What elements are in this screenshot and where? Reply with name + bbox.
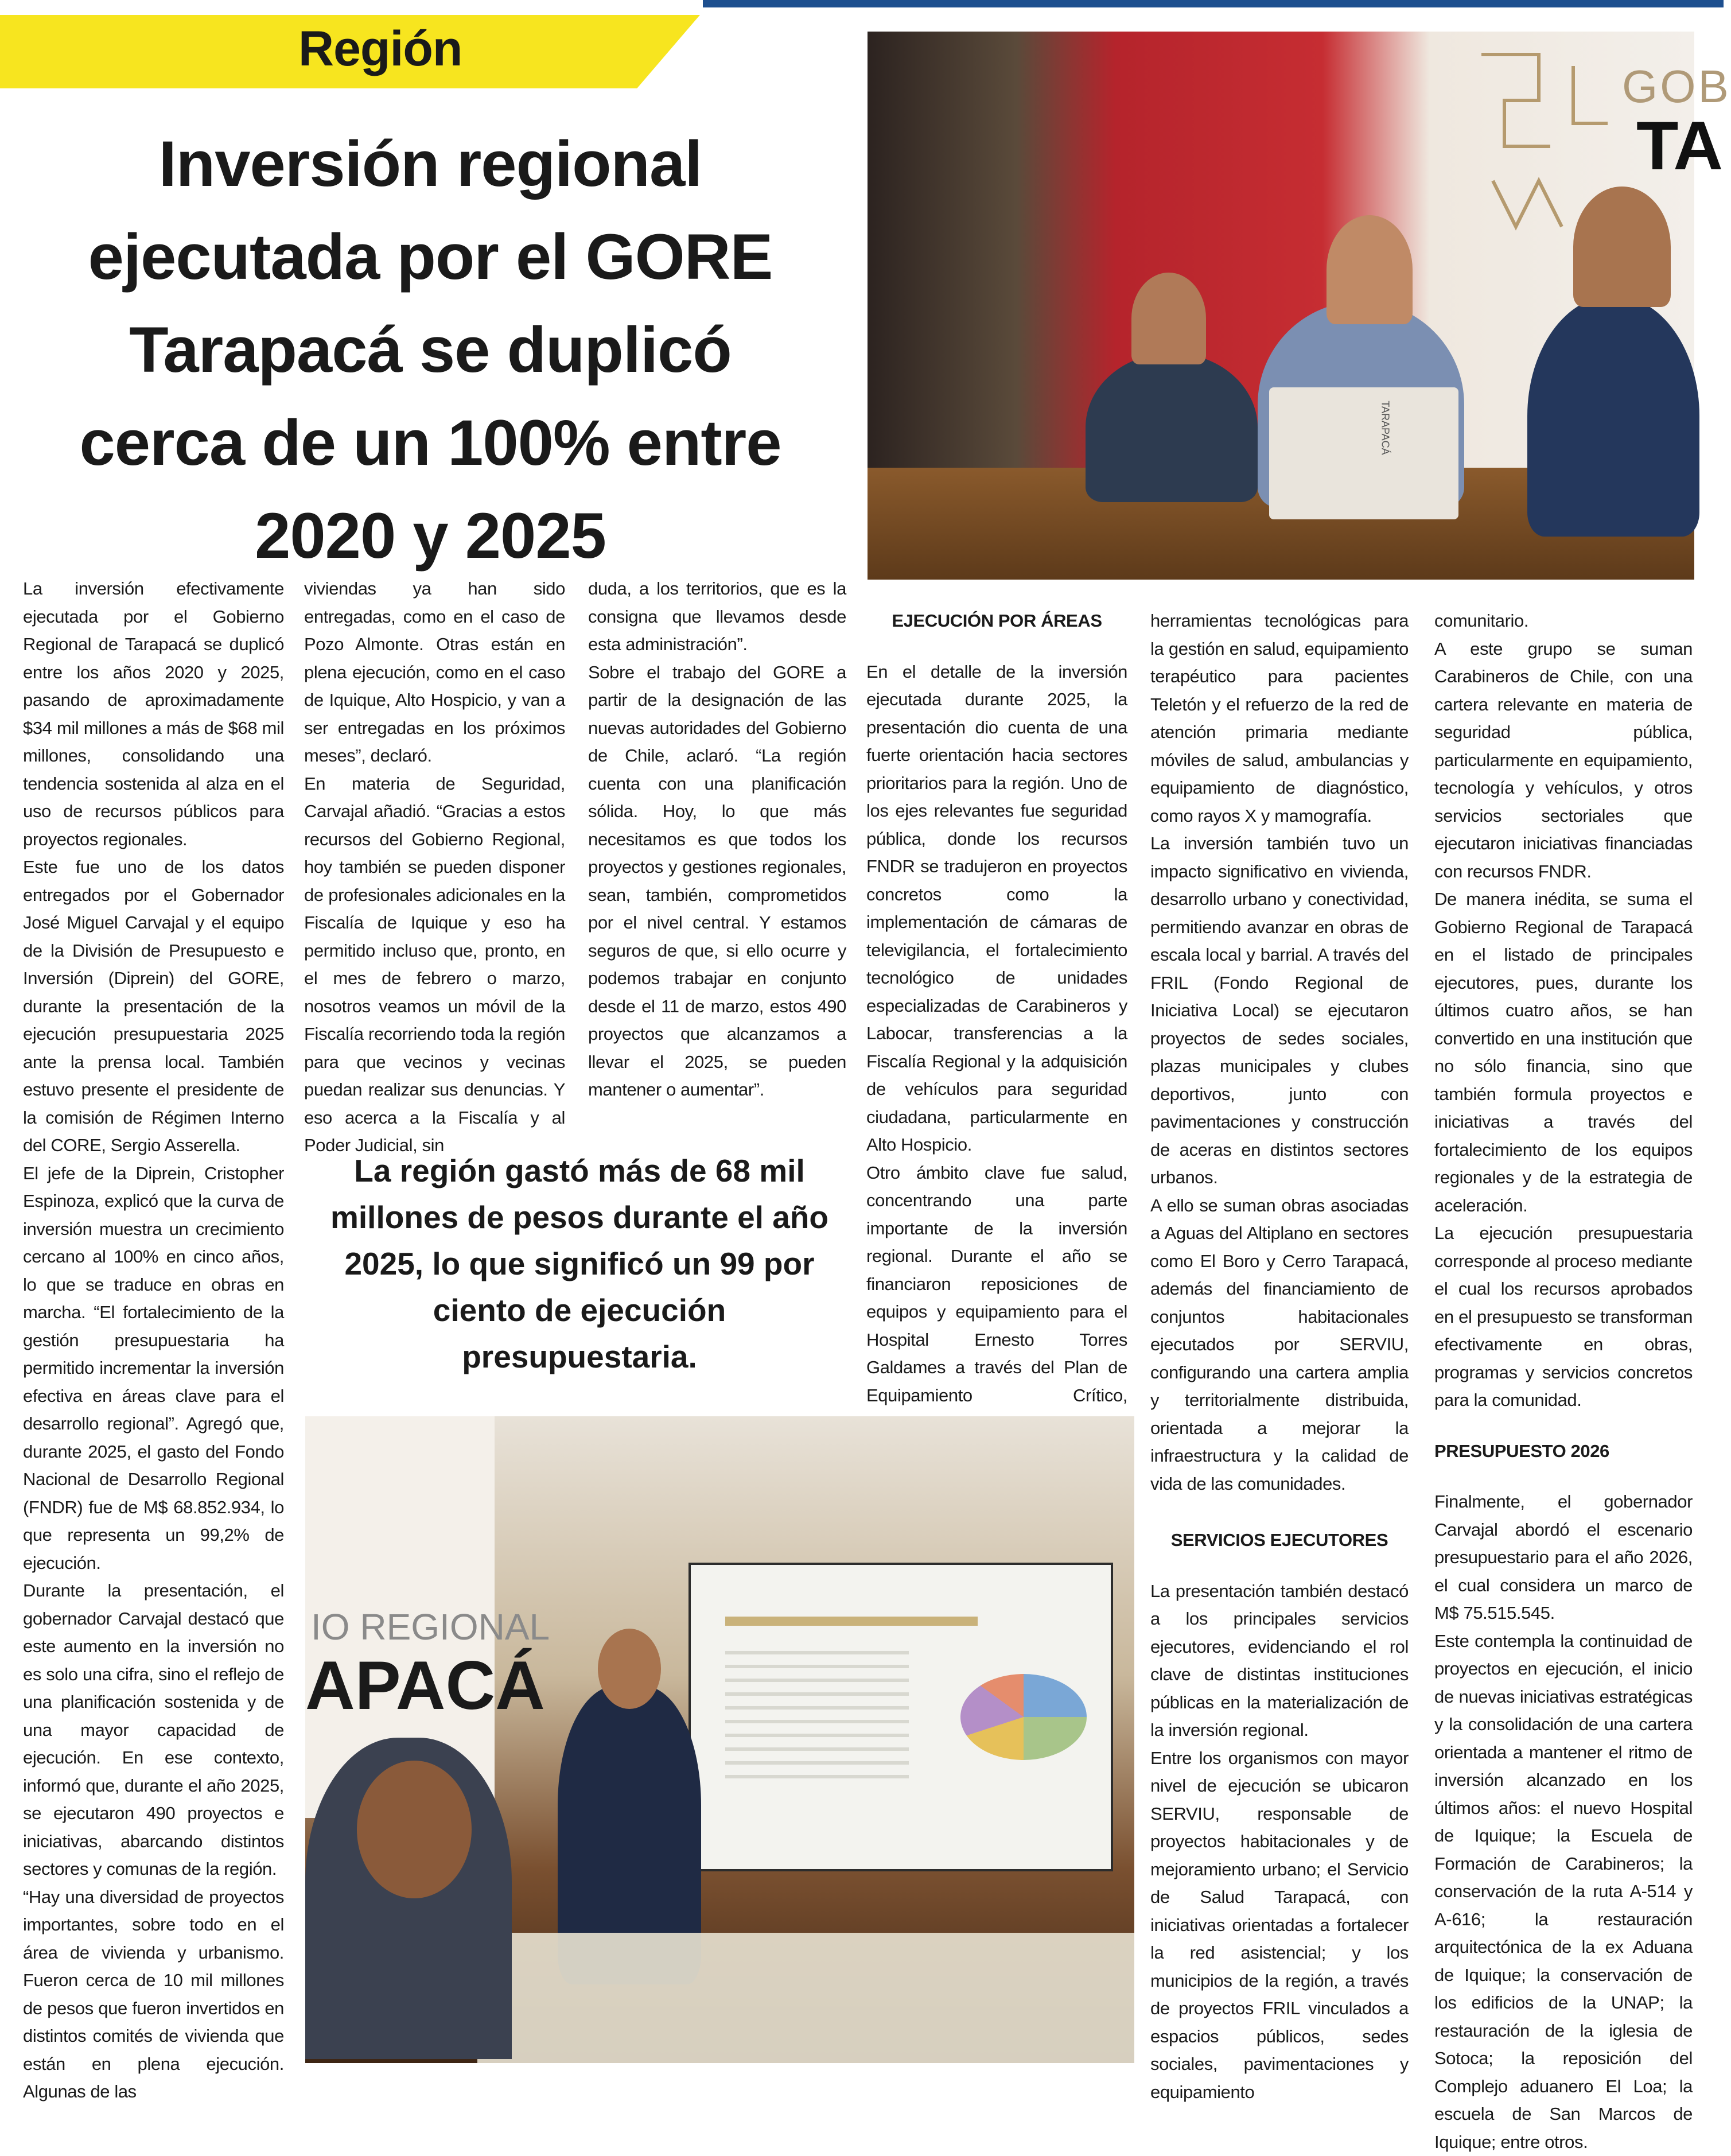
article-column-3 [588, 575, 846, 1104]
banner-text-2: APACÁ [305, 1646, 545, 1725]
paragraph: Durante la presentación, el gobernador Carvajal destacó que este aumento en la inversión no es solo una cifra, sino el reflejo de una planificación sostenida y de una mayor capacidad de ejecución. En ese contexto, informó que, durante el año 2025, se ejecutaron 490 proyectos e iniciativas, abarcando distintos sectores y comunas de la región. [23, 1577, 284, 1883]
paragraph: En el detalle de la inversión ejecutada durante 2025, la presentación dio cuenta de una fuerte orientación hacia sectores prioritarios para la región. Uno de los ejes relevantes fue seguridad pública, donde los recursos FNDR se tradujeron en proyectos concretos como la implementación de cámaras de televigilancia, el fortalecimiento tecnológico de unidades especializadas de Carabineros y Labocar, transferencias a la Fiscalía Regional y la adquisición de vehículos para seguridad ciudadana, particularmente en Alto Hospicio. [866, 658, 1127, 1159]
photo-presentation [305, 1416, 1134, 2063]
article-column-6 [1434, 607, 1693, 2156]
article-column-4 [866, 607, 1127, 1465]
section-label: Región [298, 21, 462, 77]
banner-text-1: IO REGIONAL [311, 1606, 550, 1648]
person-right-head [1573, 187, 1671, 307]
pull-quote: La región gastó más de 68 mil millones de pesos durante el año 2025, lo que significó un 99 por ciento de ejecución presupuestaria. [321, 1148, 838, 1380]
wall-text-big: TA [1636, 106, 1723, 185]
headline-line: Tarapacá se duplicó [40, 304, 820, 397]
paragraph: En materia de Seguridad, Carvajal añadió. “Gracias a estos recursos del Gobierno Regional, hoy también se pueden disponer de profesionales adicionales en la Fiscalía de Iquique y eso ha permitido incluso que, pronto, en el mes de febrero o marzo, nosotros veamos un móvil de la Fiscalía recorriendo toda la región para que vecinos y vecinas puedan realizar sus denuncias. Y eso acerca a la Fiscalía y al Poder Judicial, sin [304, 770, 565, 1160]
headline [40, 118, 820, 582]
subheading-ejecucion: EJECUCIÓN POR ÁREAS [866, 607, 1127, 635]
article-column-1 [23, 575, 284, 2106]
article-column-2 [304, 575, 565, 1160]
audience-member-head [357, 1761, 472, 1898]
paragraph: La inversión también tuvo un impacto significativo en vivienda, desarrollo urbano y conectividad, permitiendo avanzar en obras de escala local y barrial. A través del FRIL (Fondo Regional de Iniciativa Local) se ejecutaron proyectos de sedes sociales, plazas municipales y clubes deportivos, junto con pavimentaciones y construcción de aceras en distintos sectores urbanos. [1150, 830, 1409, 1192]
paragraph: A este grupo se suman Carabineros de Chile, con una cartera relevante en materia de seguridad pública, particularmente en equipamiento, tecnología y vehículos, y otros servicios sectoriales que ejecutaron iniciativas financiadas con recursos FNDR. [1434, 635, 1693, 886]
laptop [1269, 387, 1458, 519]
paragraph: De manera inédita, se suma el Gobierno Regional de Tarapacá en el listado de principales ejecutores, pues, durante los últimos cuatro años, se han convertido en una institución que no sólo financia, sino que también formula proyectos e iniciativas a través del fortalecimiento de los equipos regionales y de la estrategia de aceleración. [1434, 885, 1693, 1219]
slide-table [725, 1651, 909, 1783]
article-column-5 [1150, 607, 1409, 2106]
headline-line: Inversión regional [40, 118, 820, 211]
headline-line: cerca de un 100% entre [40, 397, 820, 490]
person-center-head [1327, 215, 1413, 324]
paragraph: Finalmente, el gobernador Carvajal abordó el escenario presupuestario para el año 2026, el cual considera un marco de M$ 75.515.545. [1434, 1488, 1693, 1627]
top-accent-bar [703, 0, 1724, 7]
paragraph: La presentación también destacó a los principales servicios ejecutores, evidenciando el rol clave de distintas instituciones públicas en la materialización de la inversión regional. [1150, 1578, 1409, 1745]
paragraph: A ello se suman obras asociadas a Aguas del Altiplano en sectores como El Boro y Cerro Tarapacá, además del financiamiento de conjuntos habitacionales ejecutados por SERVIU, configurando una cartera amplia y territorialmente distribuida, orientada a mejorar la infraestructura y la calidad de vida de las comunidades. [1150, 1192, 1409, 1498]
paragraph: comunitario. [1434, 607, 1693, 635]
slide-title-bar [725, 1617, 978, 1626]
paragraph: Otro ámbito clave fue salud, concentrando una parte importante de la inversión regional. Durante el año se financiaron reposiciones de equipos y equipamiento para el Hospital Ernesto Torres Galdames a través del Plan de Equipamiento Crítico, [866, 1159, 1127, 1466]
paragraph: El jefe de la Diprein, Cristopher Espinoza, explicó que la curva de inversión muestra un crecimiento cercano al 100% en cinco años, lo que se traduce en obras en marcha. “El fortalecimiento de la gestión presupuestaria ha permitido incrementar la inversión efectiva en áreas clave para el desarrollo regional”. Agregó que, durante 2025, el gasto del Fondo Nacional de Desarrollo Regional (FNDR) fue de M$ 68.852.934, lo que representa un 99,2% de ejecución. [23, 1160, 284, 1578]
paragraph: Este fue uno de los datos entregados por el Gobernador José Miguel Carvajal y el equipo de la División de Presupuesto e Inversión (Diprein) del GORE, durante la presentación de la ejecución presupuestaria 2025 ante la prensa local. También estuvo presente el presidente de la comisión de Régimen Interno del CORE, Sergio Asserella. [23, 853, 284, 1160]
person-left [1086, 353, 1258, 502]
headline-line: ejecutada por el GORE [40, 211, 820, 304]
audience-tables [477, 1933, 1134, 2063]
laptop-label: TARAPACÁ [1379, 401, 1391, 454]
photo-press-conference [868, 32, 1694, 580]
paragraph: Este contempla la continuidad de proyectos en ejecución, el inicio de nuevas iniciativas estratégicas y la consolidación de una cartera orientada a mantener el ritmo de inversión alcanzado en los últimos años: el nuevo Hospital de Iquique; la Escuela de Formación de Carabineros; la conservación de la ruta A-514 y A-616; la restauración arquitectónica de la ex Aduana de Iquique; la conservación de los edificios de la UNAP; la restauración de la iglesia de Sotoca; la reposición del Complejo aduanero El Loa; la escuela de San Marcos de Iquique; entre otros. [1434, 1627, 1693, 2156]
paragraph: “Hay una diversidad de proyectos importantes, sobre todo en el área de vivienda y urbanismo. Fueron cerca de 10 mil millones de pesos que fueron invertidos en distintos comités de vivienda que están en plena ejecución. Algunas de las [23, 1883, 284, 2106]
slide-pie-chart [960, 1674, 1087, 1760]
person-right [1527, 296, 1699, 537]
subheading-presupuesto: PRESUPUESTO 2026 [1434, 1438, 1693, 1466]
subheading-servicios: SERVICIOS EJECUTORES [1150, 1526, 1409, 1555]
person-left-head [1131, 273, 1206, 364]
paragraph: herramientas tecnológicas para la gestión en salud, equipamiento terapéutico para pacientes Teletón y el refuerzo de la red de atención primaria mediante móviles de salud, ambulancias y equipamiento de diagnóstico, como rayos X y mamografía. [1150, 607, 1409, 830]
presenter-head [598, 1629, 661, 1709]
paragraph: duda, a los territorios, que es la consigna que llevamos desde esta administración”. [588, 575, 846, 659]
wall-text: GOB [1622, 60, 1731, 113]
paragraph: Entre los organismos con mayor nivel de ejecución se ubicaron SERVIU, responsable de proyectos habitacionales y de mejoramiento urbano; el Servicio de Salud Tarapacá, con iniciativas orientadas a fortalecer la red asistencial; y los municipios de la región, a través de proyectos FRIL vinculados a espacios públicos, sedes sociales, pavimentaciones y equipamiento [1150, 1745, 1409, 2107]
paragraph: La ejecución presupuestaria corresponde al proceso mediante el cual los recursos aprobados en el presupuesto se transforman efectivamente en obras, programas y servicios concretos para la comunidad. [1434, 1219, 1693, 1415]
paragraph: viviendas ya han sido entregadas, como en el caso de Pozo Almonte. Otras están en plena ejecución, como en el caso de Iquique, Alto Hospicio, y van a ser entregadas en los próximos meses”, declaró. [304, 575, 565, 770]
headline-line: 2020 y 2025 [40, 490, 820, 582]
paragraph: La inversión efectivamente ejecutada por el Gobierno Regional de Tarapacá se duplicó entre los años 2020 y 2025, pasando de aproximadamente $34 mil millones a más de $68 mil millones, consolidando una tendencia sostenida al alza en el uso de recursos públicos para proyectos regionales. [23, 575, 284, 853]
projection-screen [688, 1563, 1113, 1871]
paragraph: Sobre el trabajo del GORE a partir de la designación de las nuevas autoridades del Gobierno de Chile, aclaró. “La región cuenta con una planificación sólida. Hoy, lo que más necesitamos es que todos los proyectos y gestiones regionales, sean, también, comprometidos por el nivel central. Y estamos seguros de que, si ello ocurre y podemos trabajar en conjunto desde el 11 de marzo, estos 490 proyectos que alcanzamos a llevar el 2025, se pueden mantener o aumentar”. [588, 659, 846, 1104]
